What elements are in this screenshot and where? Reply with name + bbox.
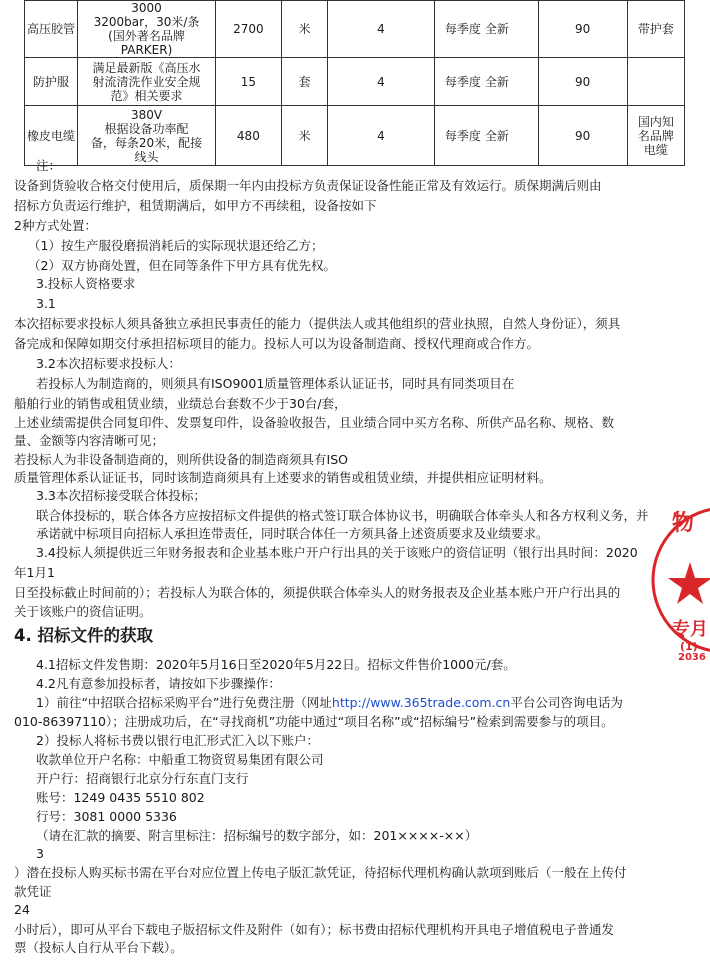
paragraph-line: 010-86397110）；注册成功后，在“寻找商机”功能中通过“项目名称”或“招标编号”检索到需要参与的项目。 — [14, 714, 614, 729]
paragraph-line: 量、金额等内容清晰可见； — [14, 433, 165, 448]
paragraph-line: 款凭证 — [14, 884, 52, 899]
paragraph-line: 本次招标要求投标人须具备独立承担民事责任的能力（提供法人或其他组织的营业执照，自然人身份证），须具 — [14, 316, 621, 331]
step1-text-tail: 平台公司咨询电话为 — [510, 695, 623, 710]
item-price: 480 — [215, 106, 281, 166]
paragraph-line — [36, 695, 623, 711]
paragraph-line: 3 — [36, 846, 44, 861]
svg-text:(1): (1) — [680, 640, 698, 653]
item-days: 90 — [538, 1, 627, 58]
paragraph-line: 票（投标人自行从平台下载）。 — [14, 940, 183, 955]
item-qty: 4 — [328, 106, 434, 166]
svg-text:物: 物 — [672, 511, 695, 536]
account-number: 账号：1249 0435 5510 802 — [36, 790, 205, 805]
item-spec: 3000 3200bar，30米/条 (国外著名品牌 PARKER) — [78, 1, 216, 58]
paragraph-line: （2）双方协商处置，但在同等条件下甲方具有优先权。 — [28, 258, 336, 273]
paragraph-line: （请在汇款的摘要、附言里标注：招标编号的数字部分，如：201××××-××） — [36, 828, 478, 843]
note-label: 注： — [36, 158, 62, 173]
paragraph-line: 3.4投标人须提供近三年财务报表和企业基本账户开户行出具的关于该账户的资信证明（银行出具时间：2020 — [36, 545, 638, 560]
paragraph-line: （1）按生产服役磨损消耗后的实际现状退还给乙方； — [28, 238, 324, 253]
table-row — [25, 106, 685, 166]
item-name: 防护服 — [25, 58, 78, 106]
seal-image — [650, 500, 710, 663]
paragraph-line: 质量管理体系认证证书，同时该制造商须具有上述要求的销售或租赁业绩，并提供相应证明材料。 — [14, 470, 552, 485]
platform-url-link[interactable]: http://www.365trade.com.cn — [331, 695, 511, 710]
subsection-heading: 3.3本次招标接受联合体投标； — [36, 488, 206, 503]
item-note — [627, 58, 684, 106]
paragraph-line: 24 — [14, 902, 30, 917]
bank-code: 行号：3081 0000 5336 — [36, 809, 177, 824]
paragraph-line: 联合体投标的，联合体各方应按招标文件提供的格式签订联合体协议书，明确联合体牵头人和各方权利义务，并 — [36, 508, 649, 523]
item-condition: 全新 — [483, 106, 538, 166]
paragraph-line: 4.2凡有意参加投标者，请按如下步骤操作： — [36, 676, 281, 691]
item-condition: 全新 — [483, 58, 538, 106]
paragraph-line: 关于该账户的资信证明。 — [14, 604, 152, 619]
item-name: 高压胶管 — [25, 1, 78, 58]
bank-name: 开户行：招商银行北京分行东直门支行 — [36, 771, 249, 786]
paragraph-line: 日至投标截止时间前的）；若投标人为联合体的，须提供联合体牵头人的财务报表及企业基本账户开户行出具的 — [14, 585, 621, 600]
item-spec: 满足最新版《高压水 射流清洗作业安全规 范》相关要求 — [78, 58, 216, 106]
item-days: 90 — [538, 58, 627, 106]
step1-text: 1）前往“中招联合招标采购平台”进行免费注册（网址 — [36, 695, 332, 710]
paragraph-line: 若投标人为制造商的，则须具有ISO9001质量管理体系认证证书，同时具有同类项目在 — [36, 376, 515, 391]
equipment-table — [24, 0, 685, 166]
item-days: 90 — [538, 106, 627, 166]
paragraph-line: 3.1 — [36, 296, 56, 311]
item-period: 每季度 — [434, 1, 483, 58]
paragraph-line: 2种方式处置： — [14, 218, 97, 233]
item-period: 每季度 — [434, 58, 483, 106]
company-seal — [650, 500, 710, 663]
item-note: 带护套 — [627, 1, 684, 58]
item-qty: 4 — [328, 1, 434, 58]
svg-text:2036: 2036 — [678, 652, 706, 663]
paragraph-line: 4.1招标文件发售期：2020年5月16日至2020年5月22日。招标文件售价1000元/套。 — [36, 657, 516, 672]
svg-text:专月: 专月 — [672, 619, 708, 640]
paragraph-line: 2）投标人将标书费以银行电汇形式汇入以下账户： — [36, 733, 319, 748]
paragraph-line: 招标方负责运行维护，租赁期满后，如甲方不再续租，设备按如下 — [14, 198, 377, 213]
subsection-heading: 3.投标人资格要求 — [36, 276, 136, 291]
item-unit: 米 — [281, 106, 328, 166]
account-name: 收款单位开户名称：中船重工物资贸易集团有限公司 — [36, 752, 324, 767]
item-name: 橡皮电缆 — [25, 106, 78, 166]
item-note: 国内知 名品牌 电缆 — [627, 106, 684, 166]
item-unit: 套 — [281, 58, 328, 106]
paragraph-line: 小时后），即可从平台下载电子版招标文件及附件（如有）；标书费由招标代理机构开具电子增值税电子普通发 — [14, 922, 615, 937]
item-unit: 米 — [281, 1, 328, 58]
item-price: 15 — [215, 58, 281, 106]
subsection-heading: 3.2本次招标要求投标人： — [36, 356, 181, 371]
paragraph-line: ）潜在投标人购买标书需在平台对应位置上传电子版汇款凭证，待招标代理机构确认款项到账后（一般在上传付 — [14, 865, 627, 880]
table-row — [25, 58, 685, 106]
item-qty: 4 — [328, 58, 434, 106]
item-period: 每季度 — [434, 106, 483, 166]
paragraph-line: 承诺就中标项目向招标人承担连带责任，同时联合体任一方须具备上述资质要求及业绩要求。 — [36, 526, 549, 541]
paragraph-line: 备完成和保障如期交付承担招标项目的能力。投标人可以为设备制造商、授权代理商或合作方。 — [14, 336, 540, 351]
paragraph-line: 若投标人为非设备制造商的，则所供设备的制造商须具有ISO — [14, 452, 348, 467]
item-condition: 全新 — [483, 1, 538, 58]
paragraph-line: 上述业绩需提供合同复印件、发票复印件，设备验收报告，且业绩合同中买方名称、所供产品名称、规格、数 — [14, 415, 615, 430]
item-spec: 380V 根据设备功率配 备，每条20米，配接 线头 — [78, 106, 216, 166]
paragraph-line: 设备到货验收合格交付使用后，质保期一年内由投标方负责保证设备性能正常及有效运行。质保期满后则由 — [14, 178, 602, 193]
table-row — [25, 1, 685, 58]
paragraph-line: 船舶行业的销售或租赁业绩，业绩总台套数不少于30台/套， — [14, 396, 347, 411]
item-price: 2700 — [215, 1, 281, 58]
section-heading: 4. 招标文件的获取 — [14, 626, 153, 645]
paragraph-line: 年1月1 — [14, 565, 55, 580]
